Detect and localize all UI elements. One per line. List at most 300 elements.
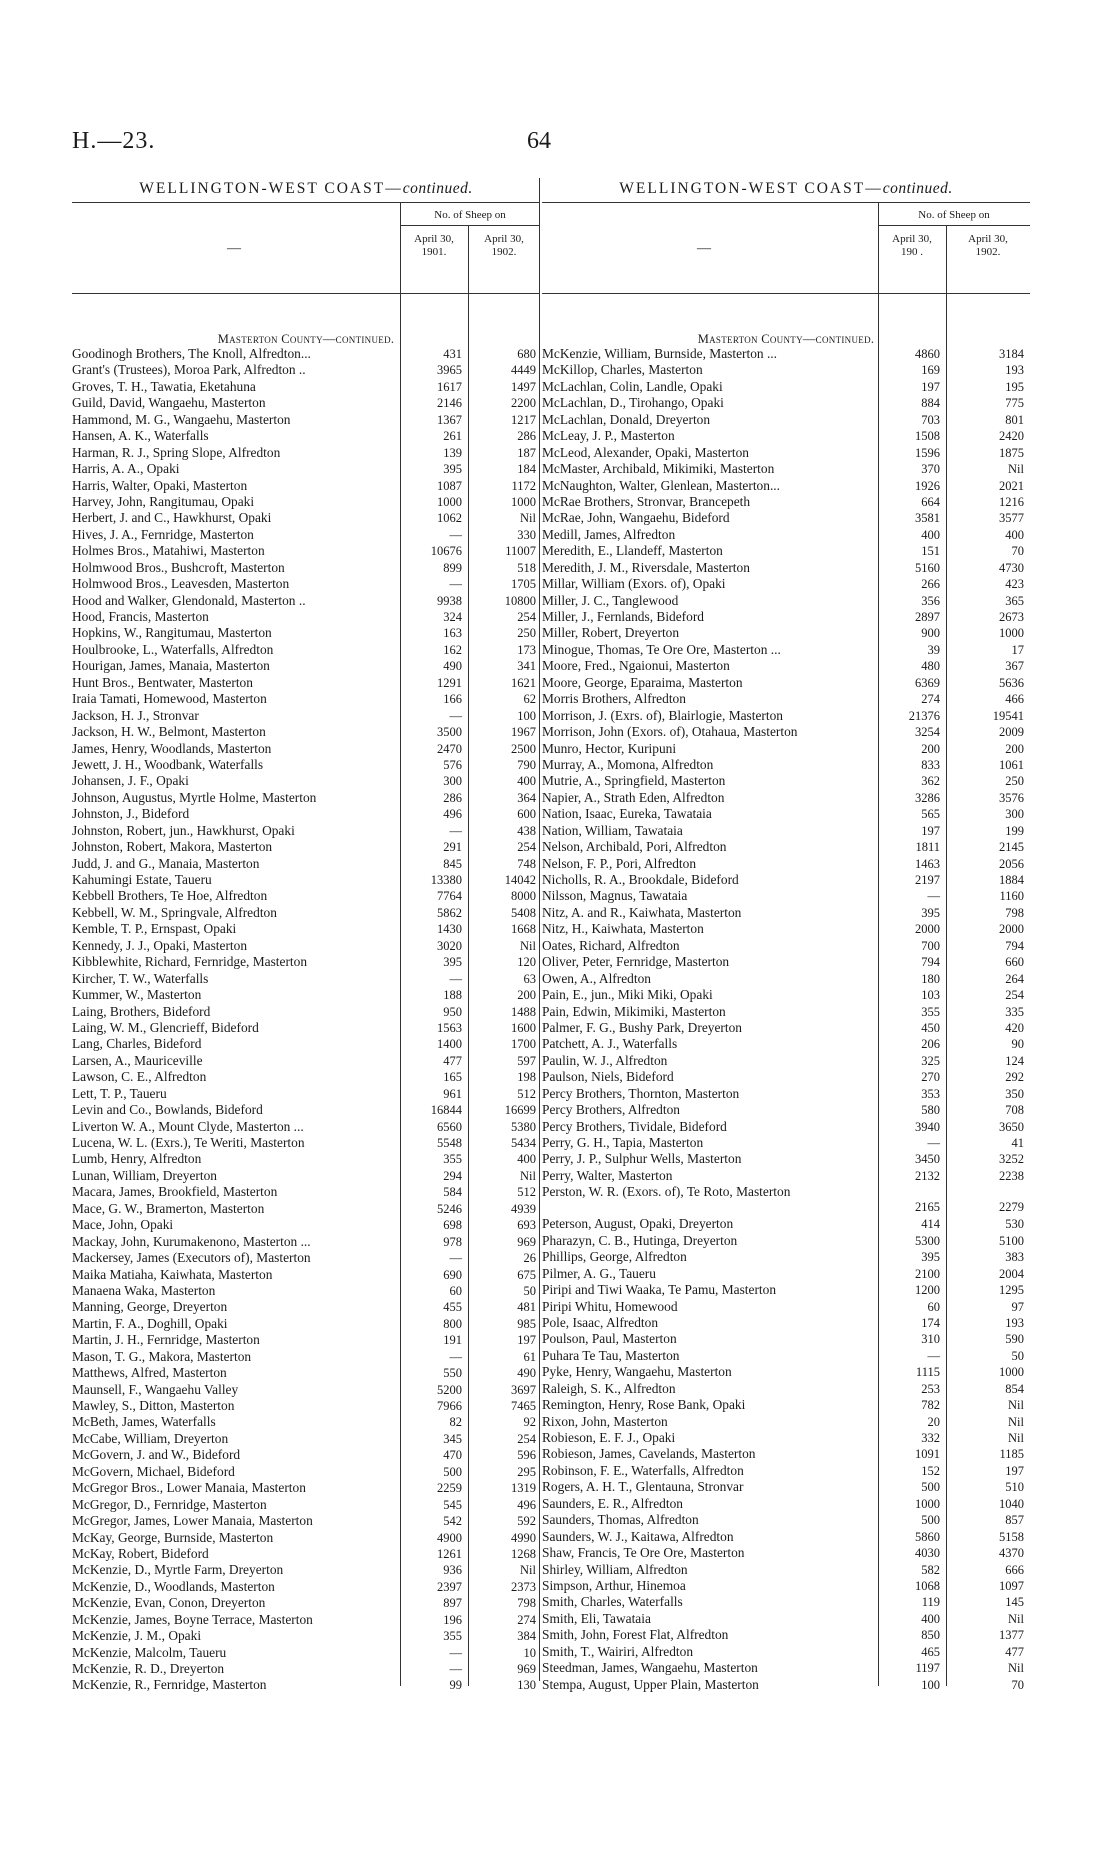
sheep-1902: 10 xyxy=(523,1645,536,1660)
owner-name: Nelson, Archibald, Pori, Alfredton xyxy=(542,839,727,855)
table-row xyxy=(72,1184,540,1200)
owner-name: Iraia Tamati, Homewood, Masterton xyxy=(72,691,267,707)
sheep-1902: 200 xyxy=(1005,741,1024,756)
owner-name: Puhara Te Tau, Masterton xyxy=(542,1347,680,1363)
sheep-1901: 6560 xyxy=(437,1119,462,1134)
sheep-1902: 969 xyxy=(517,1662,536,1676)
table-row xyxy=(542,1660,1030,1676)
table-row xyxy=(72,1053,540,1069)
sheep-1902: 400 xyxy=(517,1152,536,1167)
sheep-1901: 545 xyxy=(443,1497,462,1512)
table-row xyxy=(542,1545,1030,1561)
sheep-1902: 364 xyxy=(517,790,536,805)
table-row xyxy=(72,757,540,773)
owner-name: Nation, Isaac, Eureka, Tawataia xyxy=(542,806,712,822)
sheep-1901: 3965 xyxy=(437,363,462,378)
sheep-1901: 470 xyxy=(443,1448,462,1463)
owner-name: McKay, Robert, Bideford xyxy=(72,1545,209,1561)
table-row xyxy=(72,724,540,740)
sheep-1902: 985 xyxy=(517,1316,536,1331)
owner-name: Mackersey, James (Executors of), Masterton xyxy=(72,1250,311,1266)
owner-name: Pole, Isaac, Alfredton xyxy=(542,1314,659,1330)
sheep-1901: 39 xyxy=(927,642,940,657)
owner-name: Lang, Charles, Bideford xyxy=(72,1036,202,1052)
sheep-1902: Nil xyxy=(1008,1431,1024,1445)
table-row xyxy=(542,1348,1030,1364)
owner-name: Perry, Walter, Masterton xyxy=(542,1167,673,1183)
table-row xyxy=(72,1414,540,1430)
sheep-1901: 500 xyxy=(921,1513,940,1528)
sheep-1902: 1295 xyxy=(999,1283,1024,1298)
sheep-1901: 4860 xyxy=(915,347,940,361)
table-row xyxy=(542,708,1030,724)
owner-name: Mutrie, A., Springfield, Masterton xyxy=(542,773,726,789)
table-row xyxy=(72,543,540,559)
table-row xyxy=(72,1201,540,1217)
table-row xyxy=(72,823,540,839)
owner-name: Raleigh, S. K., Alfredton xyxy=(542,1380,676,1396)
sheep-1902: 748 xyxy=(517,856,536,871)
sheep-1901: — xyxy=(449,527,462,542)
table-row xyxy=(72,412,540,428)
table-row xyxy=(72,1086,540,1102)
sheep-1902: 5434 xyxy=(511,1136,536,1150)
owner-name: Piripi Whitu, Homewood xyxy=(542,1298,678,1314)
sheep-1901: 899 xyxy=(443,560,462,575)
table-row xyxy=(542,1562,1030,1578)
sheep-1901: 166 xyxy=(443,692,462,707)
owner-name: Robieson, James, Cavelands, Masterton xyxy=(542,1446,756,1462)
table-row xyxy=(542,1496,1030,1512)
sheep-1901: 200 xyxy=(921,741,940,756)
sheep-1901: 310 xyxy=(921,1332,940,1347)
owner-name: McLachlan, Colin, Landle, Opaki xyxy=(542,378,723,394)
owner-name: Phillips, George, Alfredton xyxy=(542,1249,687,1265)
sheep-1902: 335 xyxy=(1005,1004,1024,1019)
owner-name: McKenzie, D., Woodlands, Masterton xyxy=(72,1578,275,1594)
sheep-1902: 1061 xyxy=(999,757,1024,772)
table-row xyxy=(72,1234,540,1250)
sheep-1902: 400 xyxy=(517,774,536,789)
owner-name: Saunders, E. R., Alfredton xyxy=(542,1495,683,1511)
table-row xyxy=(542,1315,1030,1331)
sheep-1902: 97 xyxy=(1011,1299,1024,1314)
table-row xyxy=(542,1397,1030,1413)
table-row xyxy=(542,1282,1030,1298)
page-reference: H.—23. xyxy=(72,128,156,154)
sheep-1902: 1000 xyxy=(511,494,536,509)
owner-name: Harris, A. A., Opaki xyxy=(72,461,180,477)
table-row xyxy=(542,1266,1030,1282)
owner-name: Percy Brothers, Thornton, Masterton xyxy=(542,1085,740,1101)
right-column xyxy=(542,178,1030,1693)
table-row xyxy=(542,362,1030,378)
table-row xyxy=(72,1217,540,1233)
owner-name: McLachlan, Donald, Dreyerton xyxy=(542,411,711,427)
sheep-1902: 2279 xyxy=(999,1200,1024,1215)
table-row xyxy=(542,560,1030,576)
sheep-1901: 1617 xyxy=(437,379,462,394)
sheep-1901: 188 xyxy=(443,988,462,1003)
table-row xyxy=(72,1069,540,1085)
right-col2-year: 1902. xyxy=(975,246,1001,258)
table-row xyxy=(542,527,1030,543)
sheep-1901: 703 xyxy=(921,412,940,427)
sheep-1901: 800 xyxy=(443,1316,462,1331)
table-row xyxy=(542,1512,1030,1528)
table-row xyxy=(72,461,540,477)
owner-name: Kebbell, W. M., Springvale, Alfredton xyxy=(72,904,277,920)
owner-name: Maika Matiaha, Kaiwhata, Masterton xyxy=(72,1266,273,1282)
owner-name: Murray, A., Momona, Alfredton xyxy=(542,756,714,772)
sheep-1901: 1508 xyxy=(915,429,940,444)
sheep-1902: 8000 xyxy=(511,889,536,904)
owner-name: Laing, W. M., Glencrieff, Bideford xyxy=(72,1019,259,1035)
sheep-1902: Nil xyxy=(1008,1611,1024,1626)
table-row xyxy=(542,1479,1030,1495)
table-row xyxy=(72,856,540,872)
sheep-1902: 195 xyxy=(1005,379,1024,394)
sheep-1902: Nil xyxy=(1008,1414,1024,1429)
table-row xyxy=(542,395,1030,411)
sheep-1902: 801 xyxy=(1005,412,1024,427)
owner-name: Kennedy, J. J., Opaki, Masterton xyxy=(72,937,248,953)
sheep-1902: 250 xyxy=(1005,774,1024,789)
sheep-1901: 353 xyxy=(921,1086,940,1101)
owner-name: Poulson, Paul, Masterton xyxy=(542,1331,677,1347)
sheep-1901: 2000 xyxy=(915,922,940,937)
left-header-col2 xyxy=(468,233,540,259)
sheep-1902: 3184 xyxy=(999,347,1024,361)
sheep-1901: 300 xyxy=(443,774,462,789)
sheep-1901: 2897 xyxy=(915,610,940,624)
table-row xyxy=(72,905,540,921)
sheep-1902: 1172 xyxy=(511,478,536,493)
sheep-1901: 2146 xyxy=(437,396,462,411)
sheep-1901: 1000 xyxy=(437,494,462,509)
owner-name: Oates, Richard, Alfredton xyxy=(542,937,680,953)
table-row xyxy=(542,823,1030,839)
owner-name: Harvey, John, Rangitumau, Opaki xyxy=(72,493,255,509)
sheep-1901: 4030 xyxy=(915,1546,940,1561)
sheep-1901: 9938 xyxy=(437,593,462,608)
sheep-1901: 16844 xyxy=(430,1103,462,1118)
table-row xyxy=(72,1431,540,1447)
sheep-1901: 20 xyxy=(927,1414,940,1429)
sheep-1902: Nil xyxy=(520,1168,536,1183)
owner-name: Nilsson, Magnus, Tawataia xyxy=(542,888,688,904)
sheep-1902: 2420 xyxy=(999,429,1024,444)
owner-name: Holmwood Bros., Leavesden, Masterton xyxy=(72,576,290,592)
sheep-1902: 600 xyxy=(517,807,536,822)
owner-name: Hopkins, W., Rangitumau, Masterton xyxy=(72,625,272,641)
left-table-header xyxy=(72,202,540,294)
sheep-1902: 198 xyxy=(517,1070,536,1085)
sheep-1901: 60 xyxy=(449,1283,462,1298)
sheep-1902: 512 xyxy=(517,1086,536,1101)
left-col1-year: 1901. xyxy=(421,246,447,258)
sheep-1901: 1091 xyxy=(915,1447,940,1462)
right-header-col1 xyxy=(878,233,946,259)
table-row xyxy=(542,1594,1030,1610)
sheep-1901: 1197 xyxy=(915,1661,940,1676)
sheep-1901: 119 xyxy=(921,1595,940,1610)
table-row xyxy=(72,395,540,411)
left-title-continued: continued. xyxy=(402,180,473,197)
sheep-1901: 850 xyxy=(921,1628,940,1643)
sheep-1901: 455 xyxy=(443,1300,462,1315)
sheep-1902: 61 xyxy=(523,1349,536,1364)
sheep-1902: 292 xyxy=(1005,1070,1024,1085)
owner-name: Miller, Robert, Dreyerton xyxy=(542,625,680,641)
table-row xyxy=(72,1562,540,1578)
table-row xyxy=(72,1579,540,1595)
sheep-1901: 206 xyxy=(921,1037,940,1052)
sheep-1901: 3254 xyxy=(915,725,940,740)
sheep-1901: 151 xyxy=(921,544,940,559)
sheep-1901: 400 xyxy=(921,1611,940,1626)
table-row xyxy=(72,1480,540,1496)
table-row xyxy=(72,560,540,576)
owner-name: McGregor, D., Fernridge, Masterton xyxy=(72,1496,267,1512)
sheep-1901: 395 xyxy=(443,955,462,970)
owner-name: Piripi and Tiwi Waaka, Te Pamu, Masterton xyxy=(542,1282,777,1298)
table-row xyxy=(72,510,540,526)
sheep-1902: 1600 xyxy=(511,1020,536,1035)
sheep-1902: 596 xyxy=(517,1448,536,1463)
sheep-1901: 900 xyxy=(921,626,940,641)
owner-name: Nelson, F. P., Pori, Alfredton xyxy=(542,855,697,871)
table-row xyxy=(72,1661,540,1677)
table-row xyxy=(542,576,1030,592)
owner-name: Lett, T. P., Taueru xyxy=(72,1085,167,1101)
table-row xyxy=(542,921,1030,937)
table-row xyxy=(542,445,1030,461)
table-row xyxy=(542,1069,1030,1085)
table-row xyxy=(72,1628,540,1644)
sheep-1901: 477 xyxy=(443,1053,462,1068)
sheep-1901: 100 xyxy=(921,1677,940,1692)
sheep-1901: 266 xyxy=(921,577,940,592)
table-row xyxy=(72,1382,540,1398)
sheep-1901: 584 xyxy=(443,1185,462,1200)
owner-name: Holmes Bros., Matahiwi, Masterton xyxy=(72,543,265,559)
table-row xyxy=(542,510,1030,526)
sheep-1901: 690 xyxy=(443,1267,462,1282)
table-row xyxy=(72,576,540,592)
sheep-1901: 897 xyxy=(443,1596,462,1611)
sheep-1902: Nil xyxy=(520,938,536,953)
sheep-1901: — xyxy=(449,1251,462,1266)
owner-name: Saunders, W. J., Kaitawa, Alfredton xyxy=(542,1528,734,1544)
sheep-1901: 6369 xyxy=(915,675,940,690)
table-row xyxy=(542,872,1030,888)
table-row xyxy=(542,1414,1030,1430)
sheep-1902: 145 xyxy=(1005,1595,1024,1610)
sheep-1902: 50 xyxy=(523,1283,536,1298)
sheep-1901: — xyxy=(449,577,462,592)
sheep-1902: 100 xyxy=(517,708,536,723)
sheep-1901: 21376 xyxy=(908,708,940,723)
table-row xyxy=(542,773,1030,789)
sheep-1901: 1000 xyxy=(915,1496,940,1511)
sheep-1901: — xyxy=(449,1349,462,1364)
sheep-1902: 1875 xyxy=(999,445,1024,460)
owner-name: Perry, G. H., Tapia, Masterton xyxy=(542,1135,704,1150)
owner-name: McKenzie, Evan, Conon, Dreyerton xyxy=(72,1595,266,1611)
owner-name: Perston, W. R. (Exors. of), Te Roto, Masterton xyxy=(542,1184,791,1200)
table-row xyxy=(72,527,540,543)
table-row xyxy=(542,691,1030,707)
sheep-1901: 2259 xyxy=(437,1481,462,1496)
sheep-1902: 592 xyxy=(517,1514,536,1529)
sheep-1902: 1705 xyxy=(511,577,536,592)
owner-name: Miller, J., Fernlands, Bideford xyxy=(542,609,704,624)
sheep-1902: 124 xyxy=(1005,1053,1024,1068)
owner-name: McRae Brothers, Stronvar, Brancepeth xyxy=(542,493,751,509)
owner-name: Morrison, J. (Exrs. of), Blairlogie, Masterton xyxy=(542,707,783,723)
sheep-1902: 300 xyxy=(1005,807,1024,822)
sheep-1901: 5860 xyxy=(915,1529,940,1544)
table-row xyxy=(72,741,540,757)
owner-name: Stempa, August, Upper Plain, Masterton xyxy=(542,1676,759,1692)
owner-name: Guild, David, Wangaehu, Masterton xyxy=(72,395,266,411)
owner-name: Moore, George, Eparaima, Masterton xyxy=(542,674,743,690)
table-row xyxy=(72,1447,540,1463)
sheep-1901: 5200 xyxy=(437,1382,462,1397)
owner-name: McKenzie, James, Boyne Terrace, Masterton xyxy=(72,1611,313,1627)
table-row xyxy=(72,1595,540,1611)
sheep-1902: 193 xyxy=(1005,363,1024,378)
table-row xyxy=(542,1529,1030,1545)
right-header-sheep: No. of Sheep on xyxy=(918,209,990,221)
owner-name: Lunan, William, Dreyerton xyxy=(72,1167,217,1183)
sheep-1901: — xyxy=(927,889,940,904)
owner-name: Remington, Henry, Rose Bank, Opaki xyxy=(542,1397,746,1413)
sheep-1901: 395 xyxy=(921,905,940,920)
sheep-1901: 253 xyxy=(921,1381,940,1396)
table-row xyxy=(542,888,1030,904)
owner-name: Pain, E., jun., Miki Miki, Opaki xyxy=(542,987,713,1003)
table-row xyxy=(72,1283,540,1299)
sheep-1901: 174 xyxy=(921,1315,940,1330)
sheep-1901: 845 xyxy=(443,856,462,871)
sheep-1902: 1497 xyxy=(511,379,536,394)
table-row xyxy=(542,1004,1030,1020)
sheep-1901: 291 xyxy=(443,840,462,855)
table-row xyxy=(72,1332,540,1348)
table-row xyxy=(72,1267,540,1283)
owner-name: Jewett, J. H., Woodbank, Waterfalls xyxy=(72,756,264,772)
sheep-1901: 490 xyxy=(443,659,462,674)
sheep-1901: 582 xyxy=(921,1562,940,1577)
sheep-1902: 199 xyxy=(1005,823,1024,838)
sheep-1902: 254 xyxy=(1005,988,1024,1003)
table-row xyxy=(542,856,1030,872)
owner-name: McLachlan, D., Tirohango, Opaki xyxy=(542,395,724,411)
owner-name: Matthews, Alfred, Masterton xyxy=(72,1365,227,1381)
owner-name: Jackson, H. J., Stronvar xyxy=(72,707,199,723)
owner-name: McKenzie, R., Fernridge, Masterton xyxy=(72,1677,267,1693)
table-row xyxy=(542,658,1030,674)
sheep-1901: 5160 xyxy=(915,560,940,575)
sheep-1901: 3581 xyxy=(915,511,940,526)
sheep-1902: 1967 xyxy=(511,725,536,740)
owner-name: Larsen, A., Mauriceville xyxy=(72,1052,203,1068)
owner-name: Hunt Bros., Bentwater, Masterton xyxy=(72,674,253,690)
table-row xyxy=(542,1578,1030,1594)
sheep-1902: 5100 xyxy=(999,1233,1024,1248)
sheep-1902: 693 xyxy=(517,1218,536,1233)
sheep-1901: 936 xyxy=(443,1563,462,1578)
left-title-main: WELLINGTON-WEST COAST— xyxy=(139,180,403,197)
sheep-1902: 264 xyxy=(1005,971,1024,986)
sheep-1902: 5408 xyxy=(511,905,536,920)
table-row xyxy=(72,872,540,888)
sheep-1901: 103 xyxy=(921,988,940,1003)
sheep-1901: 325 xyxy=(921,1053,940,1068)
sheep-1902: 92 xyxy=(523,1415,536,1430)
sheep-1902: 197 xyxy=(517,1333,536,1348)
sheep-1902: 680 xyxy=(517,347,536,361)
left-table-body xyxy=(72,294,540,1694)
sheep-1902: 1377 xyxy=(999,1628,1024,1643)
owner-name: Manning, George, Dreyerton xyxy=(72,1299,228,1315)
owner-name: McMaster, Archibald, Mikimiki, Masterton xyxy=(542,461,775,477)
sheep-1901: 1068 xyxy=(915,1578,940,1593)
table-row xyxy=(542,954,1030,970)
table-row xyxy=(72,938,540,954)
sheep-1901: 1062 xyxy=(437,511,462,526)
table-row xyxy=(72,379,540,395)
sheep-1902: 798 xyxy=(517,1596,536,1611)
owner-name: Harris, Walter, Opaki, Masterton xyxy=(72,477,248,493)
owner-name: Moore, Fred., Ngaionui, Masterton xyxy=(542,658,730,674)
table-row xyxy=(542,642,1030,658)
sheep-1902: 2056 xyxy=(999,856,1024,871)
owner-name: Herbert, J. and C., Hawkhurst, Opaki xyxy=(72,510,272,526)
sheep-1901: 165 xyxy=(443,1070,462,1085)
sheep-1902: 969 xyxy=(517,1234,536,1249)
sheep-1902: 496 xyxy=(517,1497,536,1512)
table-row xyxy=(542,1036,1030,1052)
sheep-1901: 2132 xyxy=(915,1168,940,1183)
table-row xyxy=(542,1151,1030,1167)
table-row xyxy=(542,1168,1030,1184)
sheep-1902: 2500 xyxy=(511,741,536,756)
owner-name: Mace, G. W., Bramerton, Masterton xyxy=(72,1200,265,1216)
table-row xyxy=(542,428,1030,444)
sheep-1902: Nil xyxy=(1008,462,1024,477)
owner-name: Manaena Waka, Masterton xyxy=(72,1282,216,1298)
right-title-main: WELLINGTON-WEST COAST— xyxy=(619,180,883,197)
sheep-1902: 10800 xyxy=(504,593,536,608)
sheep-1901: 162 xyxy=(443,642,462,657)
table-row xyxy=(542,1119,1030,1135)
table-row xyxy=(542,724,1030,740)
owner-name: Paulson, Niels, Bideford xyxy=(542,1069,674,1085)
table-row xyxy=(542,806,1030,822)
sheep-1901: 2197 xyxy=(915,873,940,887)
sheep-1901: 197 xyxy=(921,379,940,394)
right-table-body xyxy=(542,294,1030,1693)
owner-name: Johnston, J., Bideford xyxy=(72,806,190,822)
owner-name: Holmwood Bros., Bushcroft, Masterton xyxy=(72,559,285,575)
sheep-1901: 550 xyxy=(443,1366,462,1381)
owner-name: McBeth, James, Waterfalls xyxy=(72,1414,216,1430)
table-row xyxy=(542,1381,1030,1397)
table-row xyxy=(72,971,540,987)
